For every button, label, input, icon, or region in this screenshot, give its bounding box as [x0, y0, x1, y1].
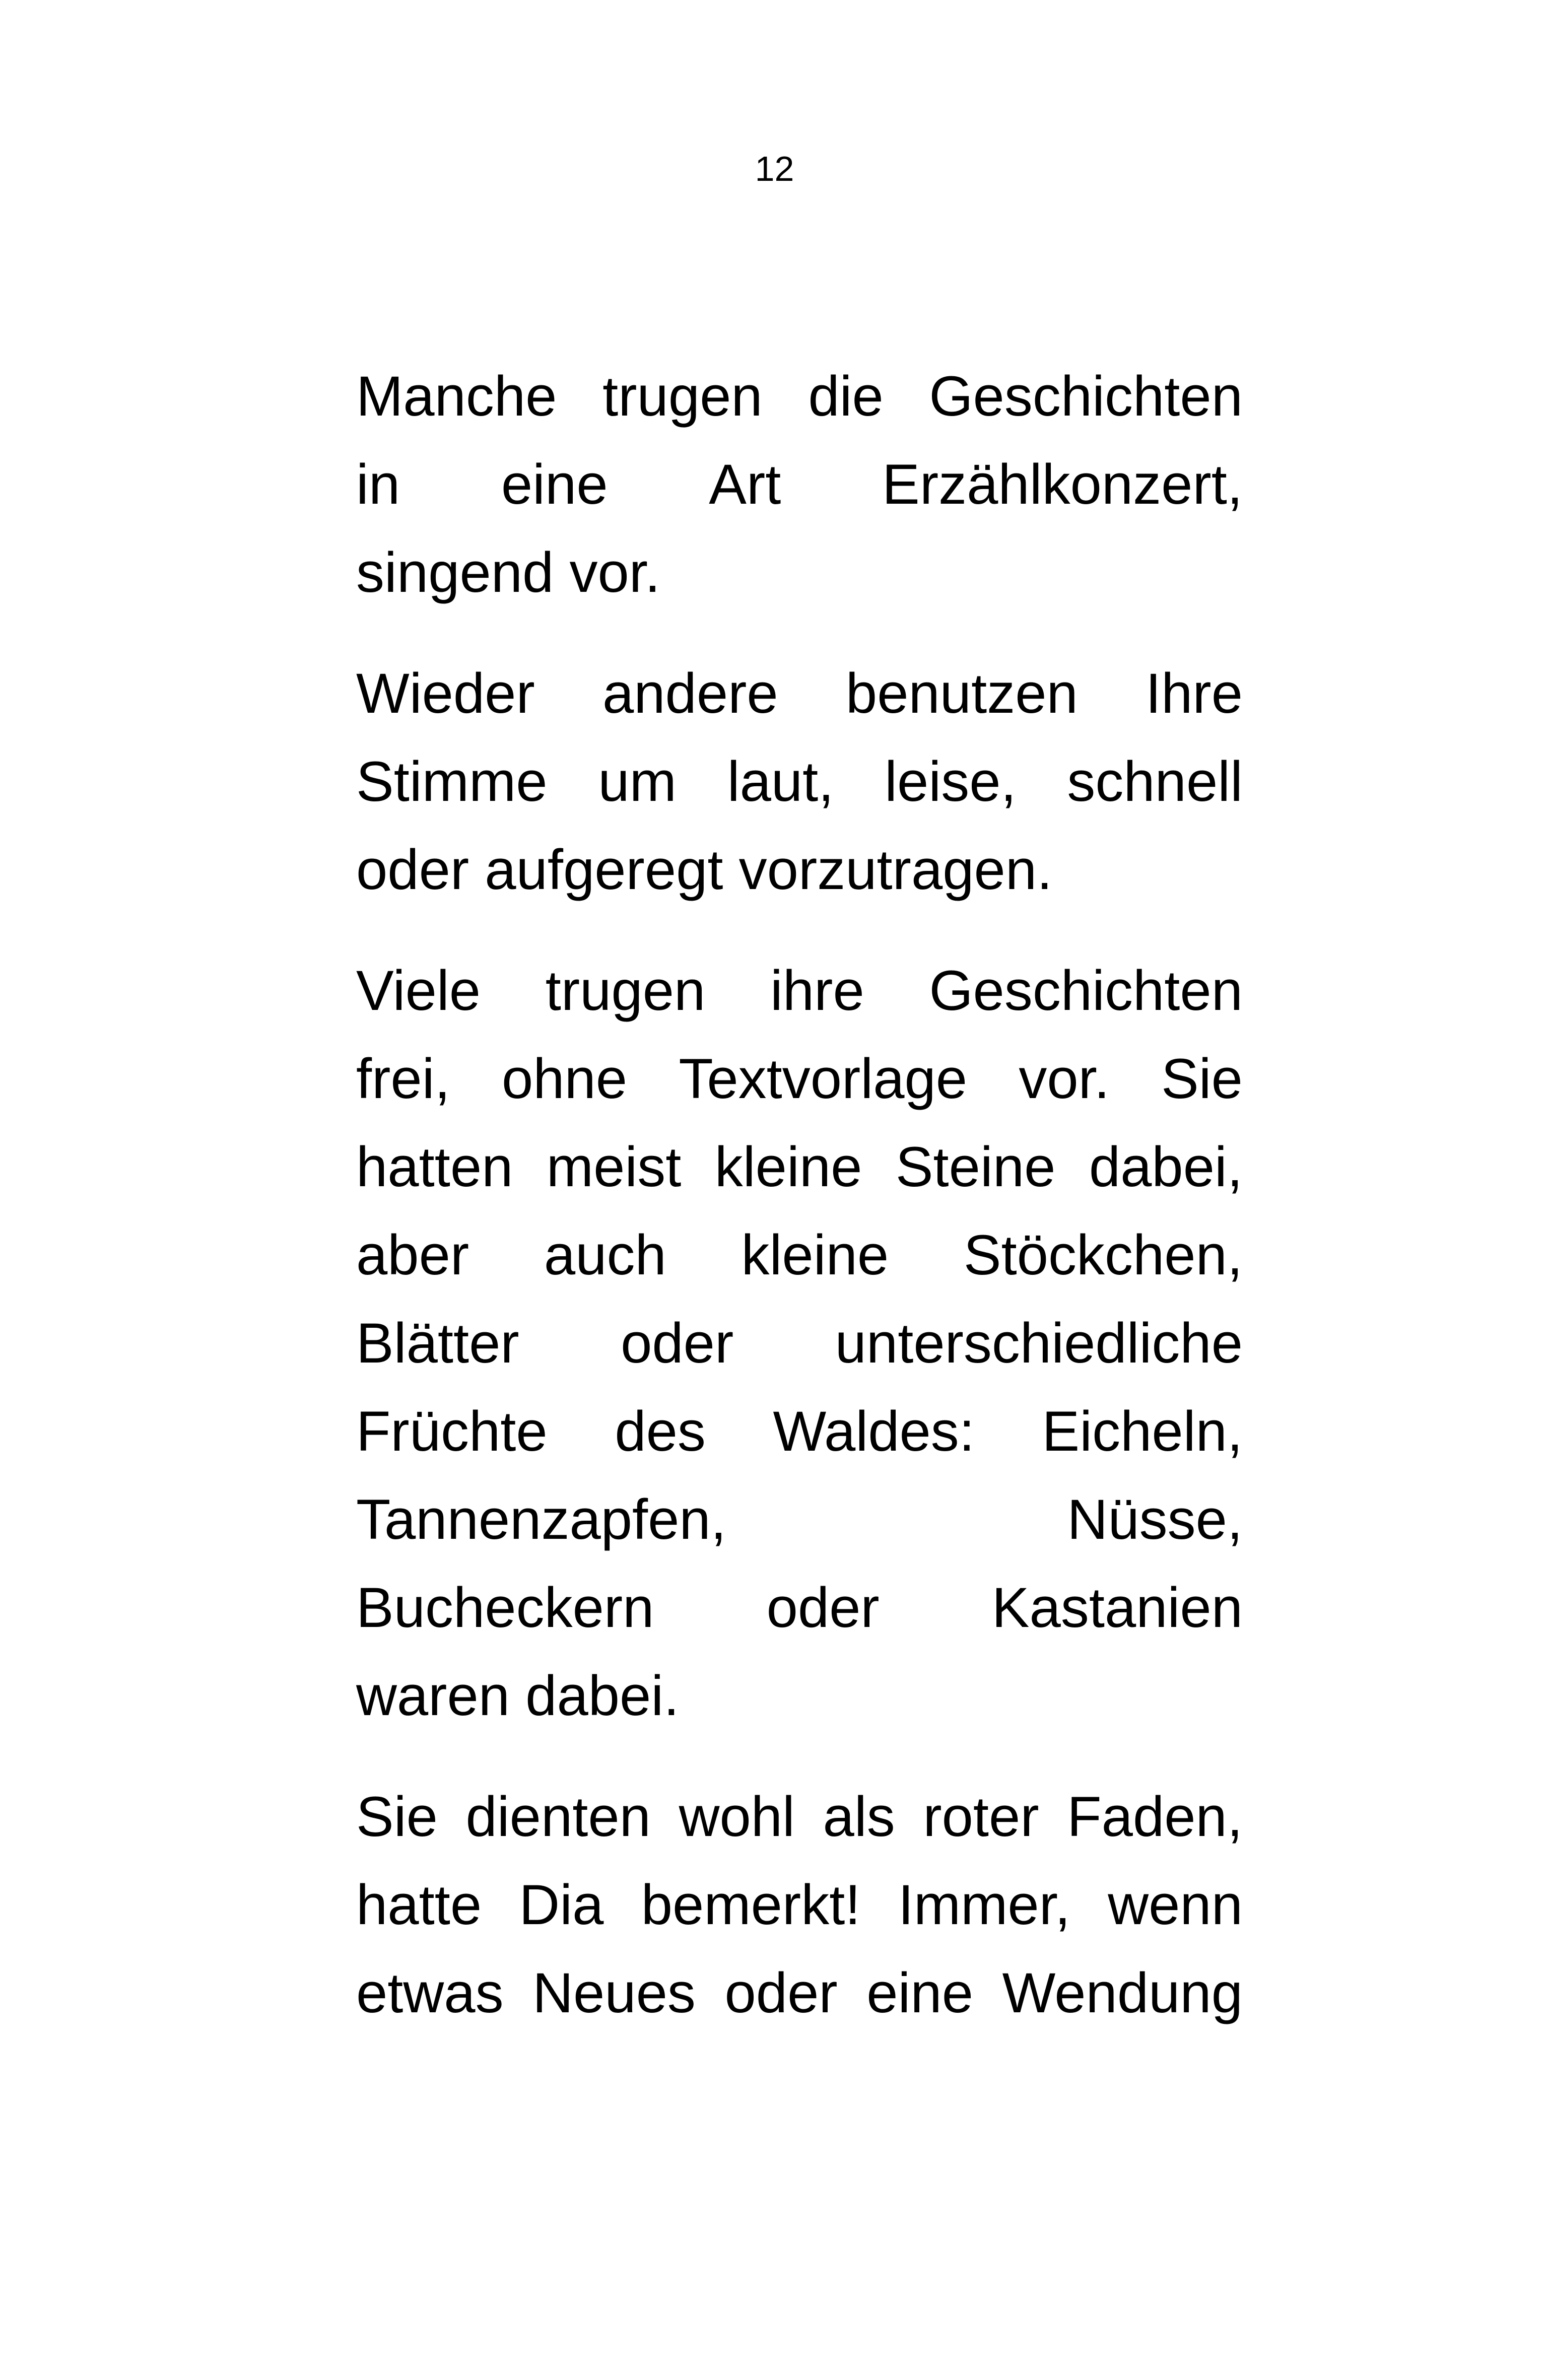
word: Erzählkonzert,: [882, 453, 1243, 516]
word: Stöckchen,: [963, 1223, 1243, 1286]
word: kleine: [714, 1135, 862, 1198]
word: Stimme: [356, 750, 548, 813]
word: wohl: [679, 1785, 795, 1848]
word: hatte: [356, 1873, 482, 1936]
word: Immer,: [898, 1873, 1070, 1936]
word: vor.: [1019, 1047, 1110, 1110]
word: trugen: [602, 365, 763, 428]
word: Art: [709, 453, 781, 516]
word: Früchte: [356, 1400, 548, 1463]
word: Ihre: [1145, 662, 1243, 725]
word: schnell: [1067, 750, 1243, 813]
word: etwas: [356, 1961, 504, 2024]
word: wenn: [1108, 1873, 1243, 1936]
word: waren dabei.: [356, 1664, 680, 1727]
word: oder: [766, 1576, 880, 1639]
word: Kastanien: [991, 1576, 1243, 1639]
word: oder: [724, 1961, 838, 2024]
text-line: [356, 1959, 1243, 2027]
word: Neues: [532, 1961, 696, 2024]
word: hatten: [356, 1135, 513, 1198]
text-line: [356, 1045, 1243, 1113]
word: um: [598, 750, 677, 813]
text-line: [356, 1662, 1243, 1730]
word: eine: [866, 1961, 973, 2024]
text-line: [356, 1871, 1243, 1939]
text-line: [356, 1486, 1243, 1553]
word: Tannenzapfen,: [356, 1488, 726, 1551]
word: Eicheln,: [1042, 1400, 1243, 1463]
text-line: [356, 660, 1243, 727]
word: laut,: [727, 750, 834, 813]
word: oder aufgeregt vorzutragen.: [356, 838, 1053, 901]
word: ohne: [501, 1047, 628, 1110]
word: Faden,: [1067, 1785, 1243, 1848]
word: trugen: [545, 959, 706, 1022]
word: oder: [621, 1312, 734, 1375]
word: Geschichten: [929, 365, 1243, 428]
word: benutzen: [845, 662, 1078, 725]
word: Wendung: [1002, 1961, 1243, 2024]
word: dienten: [465, 1785, 651, 1848]
word: Blätter: [356, 1312, 519, 1375]
word: Bucheckern: [356, 1576, 654, 1639]
text-line: [356, 1221, 1243, 1289]
word: roter: [923, 1785, 1039, 1848]
word: in: [356, 453, 400, 516]
word: Geschichten: [929, 959, 1243, 1022]
word: die: [808, 365, 884, 428]
word: des: [615, 1400, 706, 1463]
text-line: [356, 836, 1243, 904]
word: auch: [544, 1223, 666, 1286]
word: leise,: [885, 750, 1017, 813]
word: Textvorlage: [679, 1047, 968, 1110]
word: Dia: [519, 1873, 604, 1936]
text-line: [356, 1783, 1243, 1851]
word: bemerkt!: [641, 1873, 861, 1936]
word: meist: [546, 1135, 682, 1198]
text-line: [356, 363, 1243, 430]
word: frei,: [356, 1047, 450, 1110]
word: Sie: [1161, 1047, 1243, 1110]
word: Sie: [356, 1785, 438, 1848]
word: Steine: [895, 1135, 1056, 1198]
word: ihre: [770, 959, 864, 1022]
word: Nüsse,: [1067, 1488, 1243, 1551]
word: aber: [356, 1223, 469, 1286]
word: andere: [602, 662, 778, 725]
word: singend vor.: [356, 541, 660, 604]
word: unterschiedliche: [835, 1312, 1243, 1375]
text-line: [356, 1133, 1243, 1201]
text-line: [356, 539, 1243, 606]
page-number: 12: [755, 149, 794, 188]
word: Manche: [356, 365, 557, 428]
text-line: [356, 748, 1243, 815]
word: eine: [501, 453, 608, 516]
word: als: [823, 1785, 895, 1848]
text-line: [356, 1398, 1243, 1465]
word: Waldes:: [773, 1400, 975, 1463]
word: dabei,: [1089, 1135, 1243, 1198]
word: Viele: [356, 959, 481, 1022]
text-line: [356, 957, 1243, 1025]
text-line: [356, 1310, 1243, 1377]
text-line: [356, 1574, 1243, 1642]
word: Wieder: [356, 662, 535, 725]
word: kleine: [741, 1223, 889, 1286]
text-line: [356, 451, 1243, 518]
